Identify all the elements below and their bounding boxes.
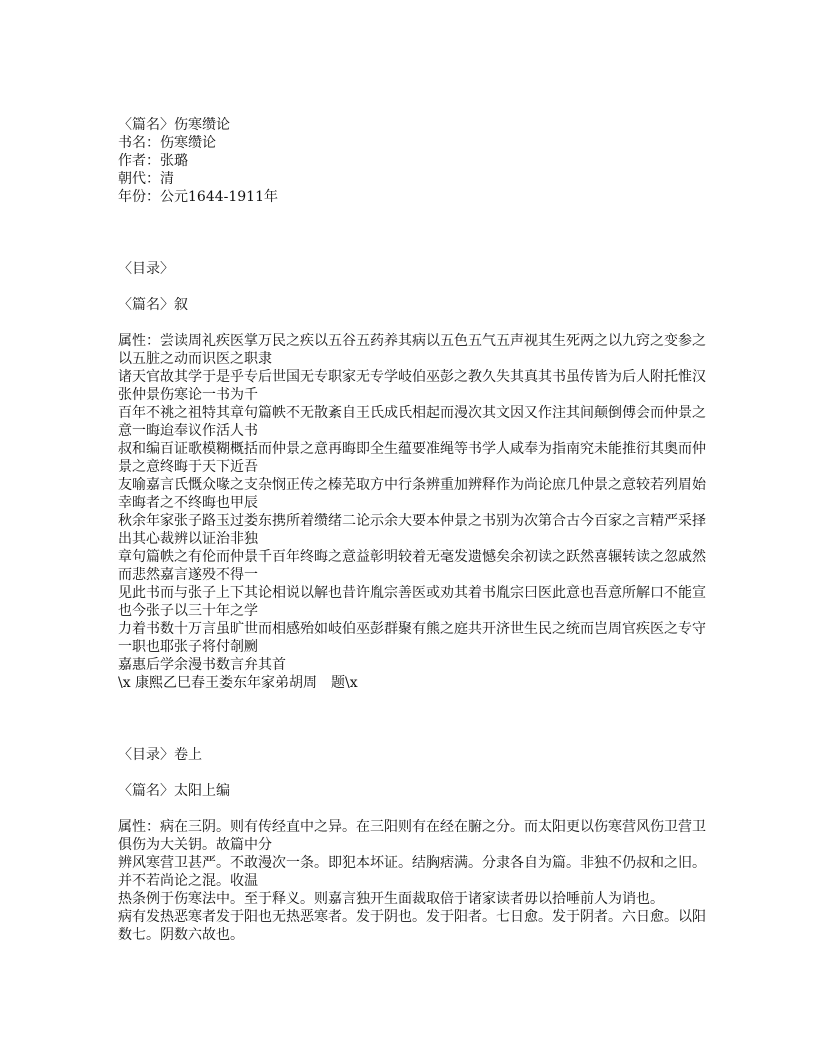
paragraph: 属性：尝读周礼疾医掌万民之疾以五谷五药养其病以五色五气五声视其生死两之以九窍之变参之以五脏之动而识医之职隶 [118, 333, 706, 367]
paragraph: 叔和编百证歌模糊概括而仲景之意再晦即全生蕴要准绳等书学人咸奉为指南究未能推衍其奥而仲景之意终晦于天下近吾 [118, 441, 706, 475]
book-name: 书名：伤寒缵论 [118, 135, 216, 151]
paragraph: 章句篇帙之有伦而仲景千百年终晦之意益彰明较着无毫发遗憾矣余初读之跃然喜辗转读之忽戚然而悲然嘉言遂殁不得一 [118, 549, 706, 583]
paragraph: 力着书数十万言虽旷世而相感殆如岐伯巫彭群聚有熊之庭共开济世生民之统而岂周官疾医之专守一职也耶张子将付剞劂 [118, 621, 706, 655]
section-body [118, 332, 708, 692]
paragraph: 百年不祧之祖特其章句篇帙不无散紊自王氏成氏相起而漫次其文因又作注其间颠倒傅会而仲景之意一晦迨奉议作活人书 [118, 405, 706, 439]
section-preface [118, 296, 708, 692]
author: 作者：张璐 [118, 153, 188, 169]
paragraph: 友喻嘉言氏慨众喙之支杂悯正传之榛芜取方中行条辨重加辨释作为尚论庶几仲景之意较若列眉始幸晦者之不终晦也甲辰 [118, 477, 706, 511]
section-title: 〈篇名〉叙 [118, 297, 188, 313]
section-body [118, 818, 708, 944]
years: 年份：公元1644-1911年 [118, 189, 278, 205]
paragraph: 见此书而与张子上下其论相说以解也昔许胤宗善医或劝其着书胤宗曰医此意也吾意所解口不能宣也今张子以三十年之学 [118, 585, 706, 619]
paragraph: 诸天官故其学于是乎专后世国无专职家无专学岐伯巫彭之教久失其真其书虽传皆为后人附托惟汉张仲景伤寒论一书为千 [118, 369, 706, 403]
paragraph: \x 康熙乙巳春王娄东年家弟胡周 题\x [118, 675, 358, 691]
document-header [118, 116, 708, 206]
paragraph: 嘉惠后学余漫书数言弁其首 [118, 657, 286, 673]
paragraph: 辨风寒营卫甚严。不敢漫次一条。即犯本坏证。结胸痞满。分隶各自为篇。非独不仍叔和之旧。并不若尚论之混。收温 [118, 855, 706, 889]
dynasty: 朝代：清 [118, 171, 174, 187]
paragraph: 热条例于伤寒法中。至于释义。则嘉言独开生面裁取倍于诸家读者毋以拾唾前人为诮也。 [118, 891, 664, 907]
paragraph: 病有发热恶寒者发于阳也无热恶寒者。发于阴也。发于阳者。七日愈。发于阴者。六日愈。以阳数七。阴数六故也。 [118, 909, 706, 943]
toc-label: 〈目录〉卷上 [118, 747, 202, 763]
paragraph: 属性：病在三阴。则有传经直中之异。在三阳则有在经在腑之分。而太阳更以伤寒营风伤卫营卫俱伤为大关钥。故篇中分 [118, 819, 706, 853]
toc-label: 〈目录〉 [118, 261, 174, 277]
section-title: 〈篇名〉太阳上编 [118, 783, 230, 799]
title-line: 〈篇名〉伤寒缵论 [118, 117, 230, 133]
toc-heading-volume-1 [118, 746, 708, 764]
toc-heading [118, 260, 708, 278]
paragraph: 秋余年家张子路玉过娄东携所着缵绪二论示余大要本仲景之书别为次第合古今百家之言精严采择出其心裁辨以证治非独 [118, 513, 706, 547]
section-taiyang [118, 782, 708, 944]
